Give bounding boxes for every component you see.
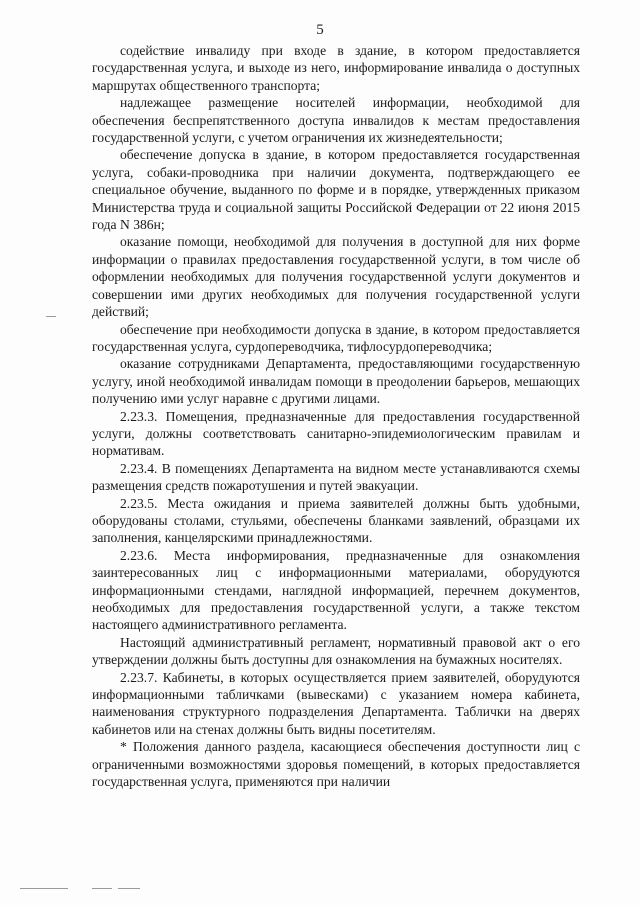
paragraph-info-placement: надлежащее размещение носителей информации, необходимой для обеспечения беспрепятственного доступа инвалидов к местам предоставления государственной услуги, с учетом ограничения их жизнедеятельности; [92,95,580,146]
paragraph-sign-interpreter: обеспечение при необходимости допуска в здание, в котором предоставляется государственная услуга, сурдопереводчика, тифлосурдопереводчика; [92,321,580,354]
document-body [92,42,580,790]
footer-marks [20,886,180,892]
paragraph-guide-dog: обеспечение допуска в здание, в котором предоставляется государственная услуга, собаки-проводника при наличии документа, подтверждающего ее специальное обучение, выданного по форме и в порядке, утвержденных приказом Министерства труда и социальной защиты Российской Федерации от 22 июня 2015 года N 386н; [92,147,580,233]
paragraph-2-23-7: 2.23.7. Кабинеты, в которых осуществляется прием заявителей, оборудуются информационными табличками (вывесками) с указанием номера кабинета, наименования структурного подразделения Департамента. Таблички на дверях кабинетов или на стенах должны быть видны посетителям. [92,669,580,737]
paragraph-info-help: оказание помощи, необходимой для получения в доступной для них форме информации о правилах предоставления государственной услуги, в том числе об оформлении необходимых для получения государственной услуги документов и совершении ими других необходимых для получения государственной услуги действий; [92,234,580,320]
paragraph-2-23-5: 2.23.5. Места ожидания и приема заявителей должны быть удобными, оборудованы столами, стульями, обеспечены бланками заявлений, образцами их заполнения, канцелярскими принадлежностями. [92,495,580,546]
page-number: 5 [316,22,324,38]
paragraph-2-23-4: 2.23.4. В помещениях Департамента на видном месте устанавливаются схемы размещения средств пожаротушения и путей эвакуации. [92,460,580,494]
margin-mark [46,316,56,317]
paragraph-footnote: * Положения данного раздела, касающиеся обеспечения доступности лиц с ограниченными возможностями здоровья помещений, в которых предоставляется государственная услуга, применяются при наличии [92,739,580,790]
paragraph-assistance-entry: содействие инвалиду при входе в здание, в котором предоставляется государственная услуга, и выходе из него, информирование инвалида о доступных маршрутах общественного транспорта; [92,43,580,93]
paragraph-2-23-3: 2.23.3. Помещения, предназначенные для предоставления государственной услуги, должны соответствовать санитарно-эпидемиологическим правилам и нормативам. [92,408,580,459]
paragraph-regulation-availability: Настоящий административный регламент, нормативный правовой акт о его утверждении должны быть доступны для ознакомления на бумажных носителях. [92,634,580,668]
paragraph-2-23-6: 2.23.6. Места информирования, предназначенные для ознакомления заинтересованных лиц с информационными материалами, оборудуются информационными стендами, наглядной информацией, перечнем документов, необходимых для предоставления государственной услуги, а также текстом настоящего административного регламента. [92,547,580,633]
paragraph-staff-assistance: оказание сотрудниками Департамента, предоставляющими государственную услугу, иной необходимой инвалидам помощи в преодолении барьеров, мешающих получению ими услуг наравне с другими лицами. [92,356,580,407]
